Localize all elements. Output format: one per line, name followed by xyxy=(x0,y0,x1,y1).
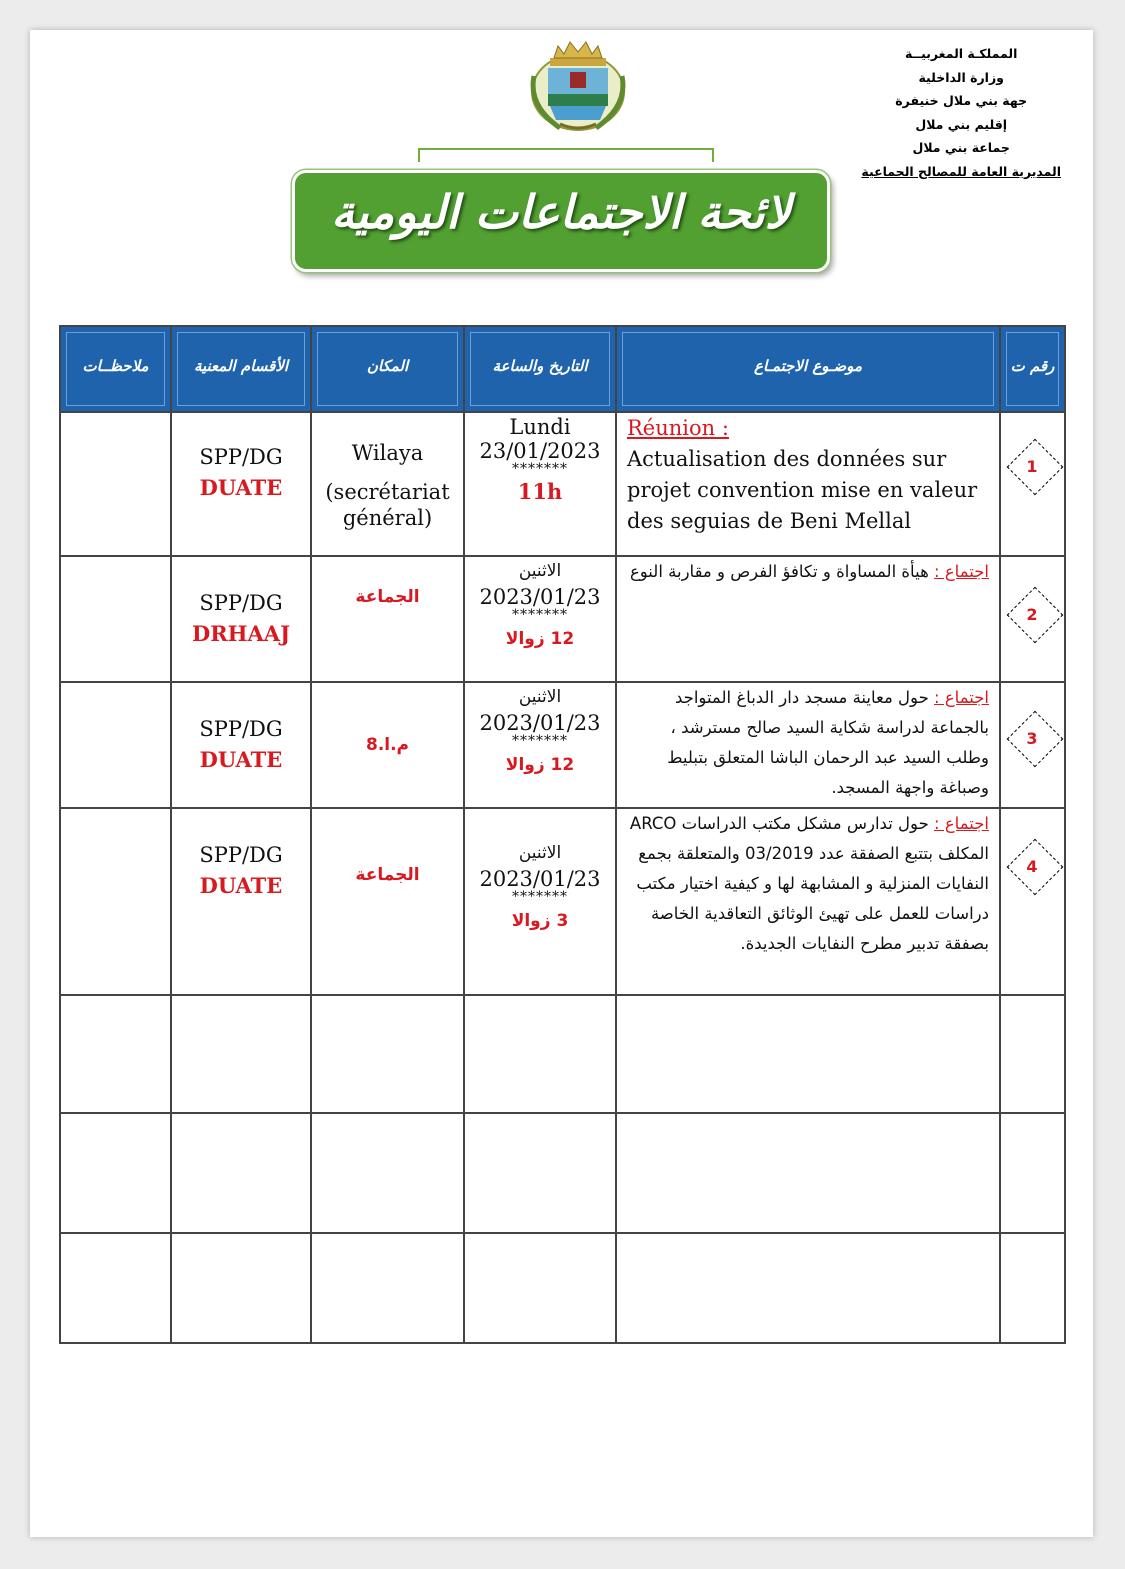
dept-line: SPP/DG xyxy=(199,717,283,741)
number-cell xyxy=(1000,682,1065,808)
number-cell xyxy=(1000,808,1065,995)
notes-cell xyxy=(60,808,171,995)
row-number: 3 xyxy=(1026,729,1038,748)
date-value: 2023/01/23 xyxy=(479,585,601,609)
day-label: الاثنين xyxy=(518,843,562,863)
place-name: الجماعة xyxy=(355,865,420,885)
subject-text: حول تدارس مشكل مكتب الدراسات ARCO المكلف بتتبع الصفقة عدد 03/2019 والمتعلقة بجمع النفايات المنزلية و المشابهة لها و كيفية اختيار مكتب دراسات للعمل على تهيئ الوثائق التعاقدية الخاصة بصفقة تدبير مطرح النفايات الجديدة. xyxy=(629,814,989,953)
separator-stars: ******* xyxy=(512,461,568,477)
place-name: الجماعة xyxy=(355,587,420,607)
title-banner xyxy=(292,170,830,272)
time-value: 11h xyxy=(517,479,563,504)
time-value: 12 زوالا xyxy=(505,629,575,649)
separator-stars: ******* xyxy=(512,889,568,905)
row-number: 4 xyxy=(1026,857,1038,876)
dept-line: SPP/DG xyxy=(199,591,283,615)
header-datetime: التاريخ والساعة xyxy=(464,326,616,412)
header-line-province: إقليم بني ملال xyxy=(915,116,1008,132)
separator-stars: ******* xyxy=(512,733,568,749)
dept-code: DUATE xyxy=(199,747,283,772)
time-value: 3 زوالا xyxy=(511,911,569,931)
place-cell xyxy=(311,808,464,995)
subject-label: اجتماع : xyxy=(934,688,989,707)
place-name: Wilaya xyxy=(351,441,424,465)
dept-code: DUATE xyxy=(199,873,283,898)
date-value: 2023/01/23 xyxy=(479,711,601,735)
subject-text: حول معاينة مسجد دار الدباغ المتواجد بالجماعة لدراسة شكاية السيد صالح مسترشد ، وطلب السيد عبد الرحمان الباشا المتعلق بتبليط وصباغة واجهة المسجد. xyxy=(667,688,989,797)
departments-cell xyxy=(171,556,311,682)
subject-cell xyxy=(616,682,1000,808)
subject-label: اجتماع : xyxy=(934,814,989,833)
place-name: م.ا.8 xyxy=(365,735,410,755)
departments-cell xyxy=(171,412,311,556)
dept-code: DRHAAJ xyxy=(191,621,291,646)
number-cell xyxy=(1000,556,1065,682)
separator-stars: ******* xyxy=(512,607,568,623)
subject-label: Réunion : xyxy=(627,416,729,440)
day-label: الاثنين xyxy=(518,687,562,707)
header-notes: ملاحظــات xyxy=(60,326,171,412)
meetings-table xyxy=(59,325,1066,1344)
subject-cell xyxy=(616,808,1000,995)
municipal-emblem-logo xyxy=(520,36,636,136)
datetime-cell xyxy=(464,556,616,682)
table-row xyxy=(60,682,1065,808)
empty-table-row xyxy=(60,995,1065,1113)
notes-cell xyxy=(60,682,171,808)
title-bracket-decoration xyxy=(418,148,714,162)
subject-text: Actualisation des données sur projet convention mise en valeur des seguias de Beni Mellal xyxy=(627,447,978,533)
header-line-kingdom: المملكـة المغربيــة xyxy=(904,46,1018,61)
header-line-region: جهة بني ملال خنيفرة xyxy=(895,93,1028,108)
subject-cell xyxy=(616,412,1000,556)
table-row xyxy=(60,556,1065,682)
place-detail: (secrétariat général) xyxy=(325,480,450,530)
departments-cell xyxy=(171,682,311,808)
document-page xyxy=(30,30,1093,1537)
dept-line: SPP/DG xyxy=(199,843,283,867)
time-value: 12 زوالا xyxy=(505,755,575,775)
header-subject: موضـوع الاجتمـاع xyxy=(616,326,1000,412)
dept-line: SPP/DG xyxy=(199,445,283,469)
datetime-cell xyxy=(464,808,616,995)
table-header-row xyxy=(60,326,1065,412)
date-value: 2023/01/23 xyxy=(479,867,601,891)
table-row xyxy=(60,808,1065,995)
header-line-commune: جماعة بني ملال xyxy=(912,140,1010,155)
empty-table-row xyxy=(60,1233,1065,1343)
subject-label: اجتماع : xyxy=(934,562,989,581)
subject-cell xyxy=(616,556,1000,682)
date-value: 23/01/2023 xyxy=(479,439,601,463)
header-departments: الأقسام المعنية xyxy=(171,326,311,412)
header-place: المكان xyxy=(311,326,464,412)
place-cell xyxy=(311,682,464,808)
header-line-directorate: المديرية العامة للمصالح الجماعية xyxy=(861,163,1061,179)
header-line-ministry: وزارة الداخلية xyxy=(918,69,1004,85)
subject-text: هيأة المساواة و تكافؤ الفرص و مقاربة النوع xyxy=(629,562,935,581)
place-cell xyxy=(311,556,464,682)
place-cell xyxy=(311,412,464,556)
datetime-cell xyxy=(464,412,616,556)
datetime-cell xyxy=(464,682,616,808)
table-row xyxy=(60,412,1065,556)
empty-table-row xyxy=(60,1113,1065,1233)
number-cell xyxy=(1000,412,1065,556)
day-label: Lundi xyxy=(509,415,571,439)
institution-header xyxy=(861,42,1061,183)
notes-cell xyxy=(60,556,171,682)
dept-code: DUATE xyxy=(199,475,283,500)
row-number: 2 xyxy=(1026,605,1038,624)
departments-cell xyxy=(171,808,311,995)
page-title: لائحة الاجتماعات اليومية xyxy=(331,185,791,239)
notes-cell xyxy=(60,412,171,556)
day-label: الاثنين xyxy=(518,561,562,581)
header-number: رقم ت xyxy=(1000,326,1065,412)
row-number: 1 xyxy=(1026,457,1038,476)
